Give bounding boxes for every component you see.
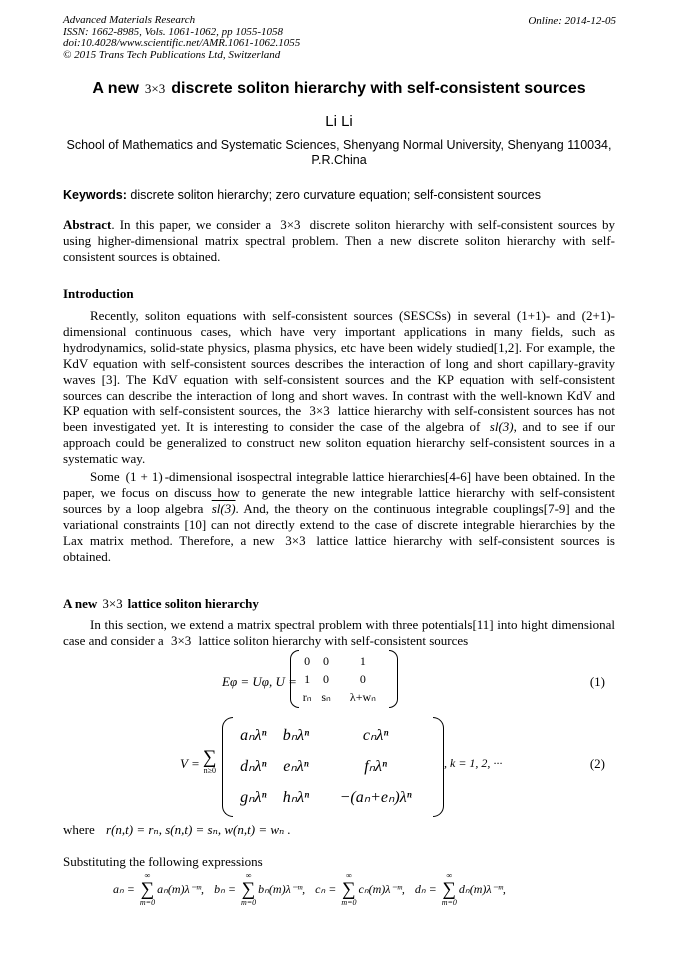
section2-paragraph-1 — [63, 617, 615, 649]
abstract-dim: 3×3 — [280, 217, 301, 232]
eq2-matrix-row — [232, 719, 434, 750]
eq2-matrix-cell: fₙλⁿ — [364, 757, 388, 775]
intro-p2-b: -dimensional isospectral integrable lattice hierarchies[4-6] have been obtained. In the paper, we focus on discuss how to generate the new integrable lattice hierarchy with self-consistent sources by a loop algebra — [63, 469, 616, 516]
section2-p1-b: lattice soliton hierarchy with self-consistent sources — [198, 632, 469, 648]
eq2-lhs — [180, 756, 200, 772]
online-date: Online: 2014-12-05 — [528, 15, 616, 27]
eq2-number: (2) — [589, 756, 605, 771]
eq2-matrix-table — [232, 719, 434, 812]
eq2-matrix — [222, 717, 444, 817]
expansions-line — [113, 872, 613, 907]
section2-heading-a: A new — [63, 596, 98, 611]
eq1-matrix-row — [298, 670, 390, 688]
intro-p2-d: lattice lattice hierarchy with self-consistent sources is obtained. — [63, 532, 615, 564]
expansion-term: cₙ = ∞ ∑ m=0 cₙ(m)λ⁻ᵐ, — [315, 871, 405, 907]
eq2-tail: , k = 1, 2, ··· — [444, 756, 503, 770]
eq1-matrix-cell: 0 — [304, 653, 311, 668]
eq1-number: (1) — [589, 674, 605, 689]
abstract-after: discrete soliton hierarchy with self-consistent sources by using higher-dimensional matrix spectral problem. Then a new discrete soliton hierarchy with self-consistent sources is obtained. — [63, 217, 616, 264]
intro-p2-dim2: 3×3 — [285, 532, 306, 548]
intro-p2-dim: (1 + 1) — [125, 469, 163, 484]
affiliation: School of Mathematics and Systematic Sciences, Shenyang Normal University, Shenyang 110034, P.R.China — [66, 138, 612, 167]
title-suffix: discrete soliton hierarchy with self-consistent sources — [171, 80, 586, 97]
intro-p1-dim: 3×3 — [309, 403, 330, 419]
intro-paragraph-2 — [63, 469, 615, 564]
eq1-matrix-cell: λ+wₙ — [349, 689, 376, 704]
eq2-lhs-text: V = — [180, 756, 200, 771]
eq2-matrix-cell: hₙλⁿ — [282, 788, 310, 806]
intro-p2-a: Some — [90, 469, 120, 484]
eq1-matrix-row — [298, 688, 390, 706]
eq2-matrix-cell: dₙλⁿ — [240, 757, 267, 775]
intro-paragraph-1 — [63, 308, 615, 467]
eq2-matrix-cell: aₙλⁿ — [240, 726, 267, 744]
intro-heading: Introduction — [63, 286, 134, 301]
eq2-sum — [203, 748, 217, 775]
eq2-sum-lower: n≥0 — [203, 766, 216, 775]
eq2-matrix-row — [232, 750, 434, 781]
eq2-matrix-cell: cₙλⁿ — [362, 726, 389, 744]
eq2-matrix-cell: bₙλⁿ — [282, 726, 310, 744]
keywords-label: Keywords: — [63, 188, 127, 202]
section2-heading — [63, 596, 259, 612]
eq1-matrix-cell: 0 — [323, 671, 330, 686]
eq1-matrix-row — [298, 652, 390, 670]
expansion-term: dₙ = ∞ ∑ m=0 dₙ(m)λ⁻ᵐ, — [414, 871, 506, 907]
eq1-right-paren — [389, 650, 398, 708]
title-dim: 3×3 — [144, 81, 166, 96]
eq1-matrix-cell: 0 — [359, 671, 366, 686]
eq1-matrix-table — [298, 652, 390, 706]
section2-p1-a: In this section, we extend a matrix spectral problem with three potentials[11] into hight dimensional case and consider a — [63, 617, 615, 648]
eq1-lhs: Eφ = Uφ, U = — [222, 674, 297, 689]
eq1-matrix-cell: sₙ — [321, 689, 331, 704]
issn-line: ISSN: 1662-8985, Vols. 1061-1062, pp 1055-1058 — [63, 25, 283, 38]
eq2-matrix-cell: eₙλⁿ — [283, 757, 309, 775]
paper-title — [0, 80, 678, 98]
eq1-matrix-cell: 0 — [323, 653, 330, 668]
title-prefix: A new — [92, 80, 139, 97]
journal-header — [63, 15, 300, 61]
eq2-matrix-row — [232, 781, 434, 812]
intro-p2-alg: sl(3) — [211, 500, 236, 516]
eq2-right-paren — [433, 717, 444, 817]
keywords — [63, 188, 541, 202]
intro-p1-a: Recently, soliton equations with self-consistent sources (SESCSs) in several (1+1)- and (2+1)-dimensional continuous cases, which have very important applications in many fields, such as hydrodynamics, solid-state physics, plasma physics, etc have been widely studied[1,2]. For example, the KdV equation with self-consistent sources describes the interaction of long and short capillary-gravity waves [3]. The KdV equation with self-consistent sources and the KP equation with self-consistent sources can describe the interaction of long and short waves. In contrast with the well-known KdV and KP equation with self-consistent sources, the — [63, 308, 615, 419]
section2-p1-dim: 3×3 — [170, 632, 192, 648]
where-line — [63, 822, 615, 838]
substituting-line: Substituting the following expressions — [63, 854, 263, 869]
eq2-sum-sign: ∑ n≥0 — [203, 747, 217, 775]
eq2-matrix-cell: gₙλⁿ — [240, 788, 267, 806]
where-label: where — [63, 822, 95, 837]
intro-p2-c: . And, the theory on the continuous integrable couplings[7-9] and the variational constraints [10] can not directly extend to the case of discrete integrable hierarchies by the Lax matrix method. Therefore, a new — [63, 500, 616, 548]
abstract-before: . In this paper, we consider a — [111, 217, 272, 232]
abstract-label: Abstract — [63, 217, 112, 232]
eq1-matrix-cell: rₙ — [302, 689, 312, 704]
intro-p1-c: , and to see if our approach could be generalized to construct new soliton equation hierarchy self-consistent sources in a systematic way. — [63, 419, 616, 467]
eq1-matrix-cell: 1 — [304, 671, 311, 686]
section2-heading-b: lattice soliton hierarchy — [127, 596, 259, 611]
author-name: Li Li — [325, 113, 353, 130]
where-text: r(n,t) = rₙ, s(n,t) = sₙ, w(n,t) = wₙ . — [106, 822, 291, 837]
doi-line: doi:10.4028/www.scientific.net/AMR.1061-1062.1055 — [63, 37, 301, 49]
eq2-matrix-cell: −(aₙ+eₙ)λⁿ — [339, 788, 412, 806]
journal-name: Advanced Materials Research — [63, 14, 196, 26]
keywords-text: discrete soliton hierarchy; zero curvature equation; self-consistent sources — [130, 188, 542, 202]
eq1-matrix — [290, 650, 398, 708]
abstract — [63, 217, 615, 265]
intro-p1-alg: sl(3) — [489, 419, 514, 435]
expansion-term: bₙ = ∞ ∑ m=0 bₙ(m)λ⁻ᵐ, — [214, 871, 306, 907]
section2-heading-dim: 3×3 — [102, 596, 123, 611]
intro-p1-b: lattice hierarchy with self-consistent sources has not been investigated yet. It is interesting to consider the case of the algebra of — [63, 403, 615, 435]
copyright-line: © 2015 Trans Tech Publications Ltd, Switzerland — [63, 48, 281, 61]
expansion-term: aₙ = ∞ ∑ m=0 aₙ(m)λ⁻ᵐ, — [113, 871, 205, 907]
eq1-matrix-cell: 1 — [359, 653, 366, 668]
